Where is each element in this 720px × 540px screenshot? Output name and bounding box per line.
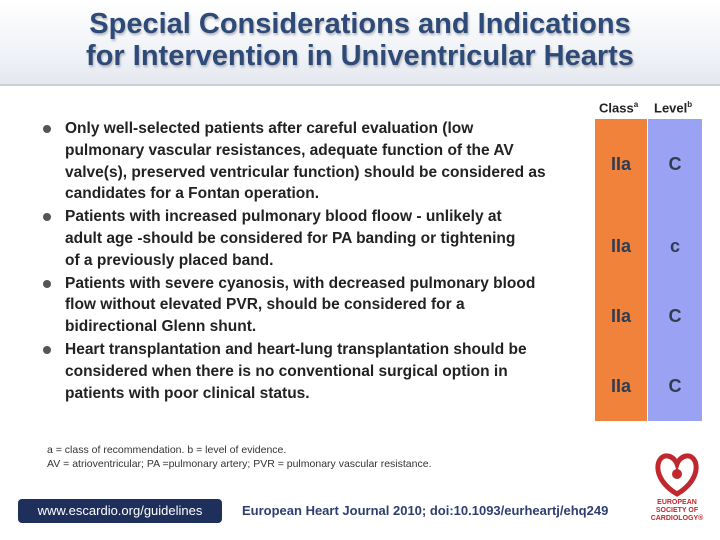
recommendation-line: valve(s), preserved ventricular function) should be considered as <box>65 163 546 181</box>
title-divider <box>0 84 720 86</box>
class-cell-4: IIa <box>610 376 631 396</box>
recommendation-line: Heart transplantation and heart-lung transplantation should be <box>65 340 527 358</box>
recommendation-line: considered when there is no conventional surgical option in <box>65 362 508 380</box>
class-cell-2: IIa <box>610 236 631 256</box>
recommendation-line: bidirectional Glenn shunt. <box>65 318 257 336</box>
footnote-definitions: a = class of recommendation. b = level of evidence. <box>47 444 287 456</box>
recommendation-line: flow without elevated PVR, should be considered for a <box>65 296 465 314</box>
bullet-dot-icon <box>43 280 51 288</box>
recommendation-item-3 <box>38 273 588 338</box>
level-cell-2: c <box>669 236 680 256</box>
class-cell-1: IIa <box>610 154 631 174</box>
recommendation-item-1 <box>38 118 588 205</box>
slide-title-line-1: Special Considerations and Indications <box>89 8 631 40</box>
journal-citation: European Heart Journal 2010; doi:10.1093/eurheartj/ehq249 <box>242 503 609 518</box>
guidelines-link[interactable]: www.escardio.org/guidelines <box>18 499 222 523</box>
slide-title-line-2: for Intervention in Univentricular Hearts <box>86 40 634 72</box>
recommendation-line: candidates for a Fontan operation. <box>65 185 320 203</box>
footnote-abbreviations: AV = atrioventricular; PA =pulmonary artery; PVR = pulmonary vascular resistance. <box>47 458 432 470</box>
level-cell-1: C <box>668 154 682 174</box>
class-column-header: Class$^a$ <box>599 100 639 116</box>
recommendation-item-4 <box>38 339 588 404</box>
recommendation-line: Patients with increased pulmonary blood floow - unlikely at <box>65 208 502 226</box>
recommendation-line: adult age -should be considered for PA banding or tightening <box>65 229 516 247</box>
level-cell-3: C <box>668 306 682 326</box>
bullet-dot-icon <box>43 346 51 354</box>
bullet-dot-icon <box>43 125 51 133</box>
recommendation-line: patients with poor clinical status. <box>65 384 310 402</box>
esc-logo-text: EUROPEAN SOCIETY OF CARDIOLOGY® <box>650 499 704 522</box>
recommendation-line: pulmonary vascular resistances, adequate function of the AV <box>65 141 514 159</box>
level-column-header: Level$^b$ <box>654 100 693 116</box>
recommendation-line: Patients with severe cyanosis, with decreased pulmonary blood <box>65 274 536 292</box>
recommendation-item-2 <box>38 206 588 271</box>
level-cell-4: C <box>668 376 682 396</box>
bullet-dot-icon <box>43 213 51 221</box>
class-cell-3: IIa <box>610 306 631 326</box>
recommendation-line: of a previously placed band. <box>65 251 274 269</box>
recommendation-line: Only well-selected patients after careful evaluation (low <box>65 120 474 137</box>
recommendation-list <box>38 118 588 405</box>
